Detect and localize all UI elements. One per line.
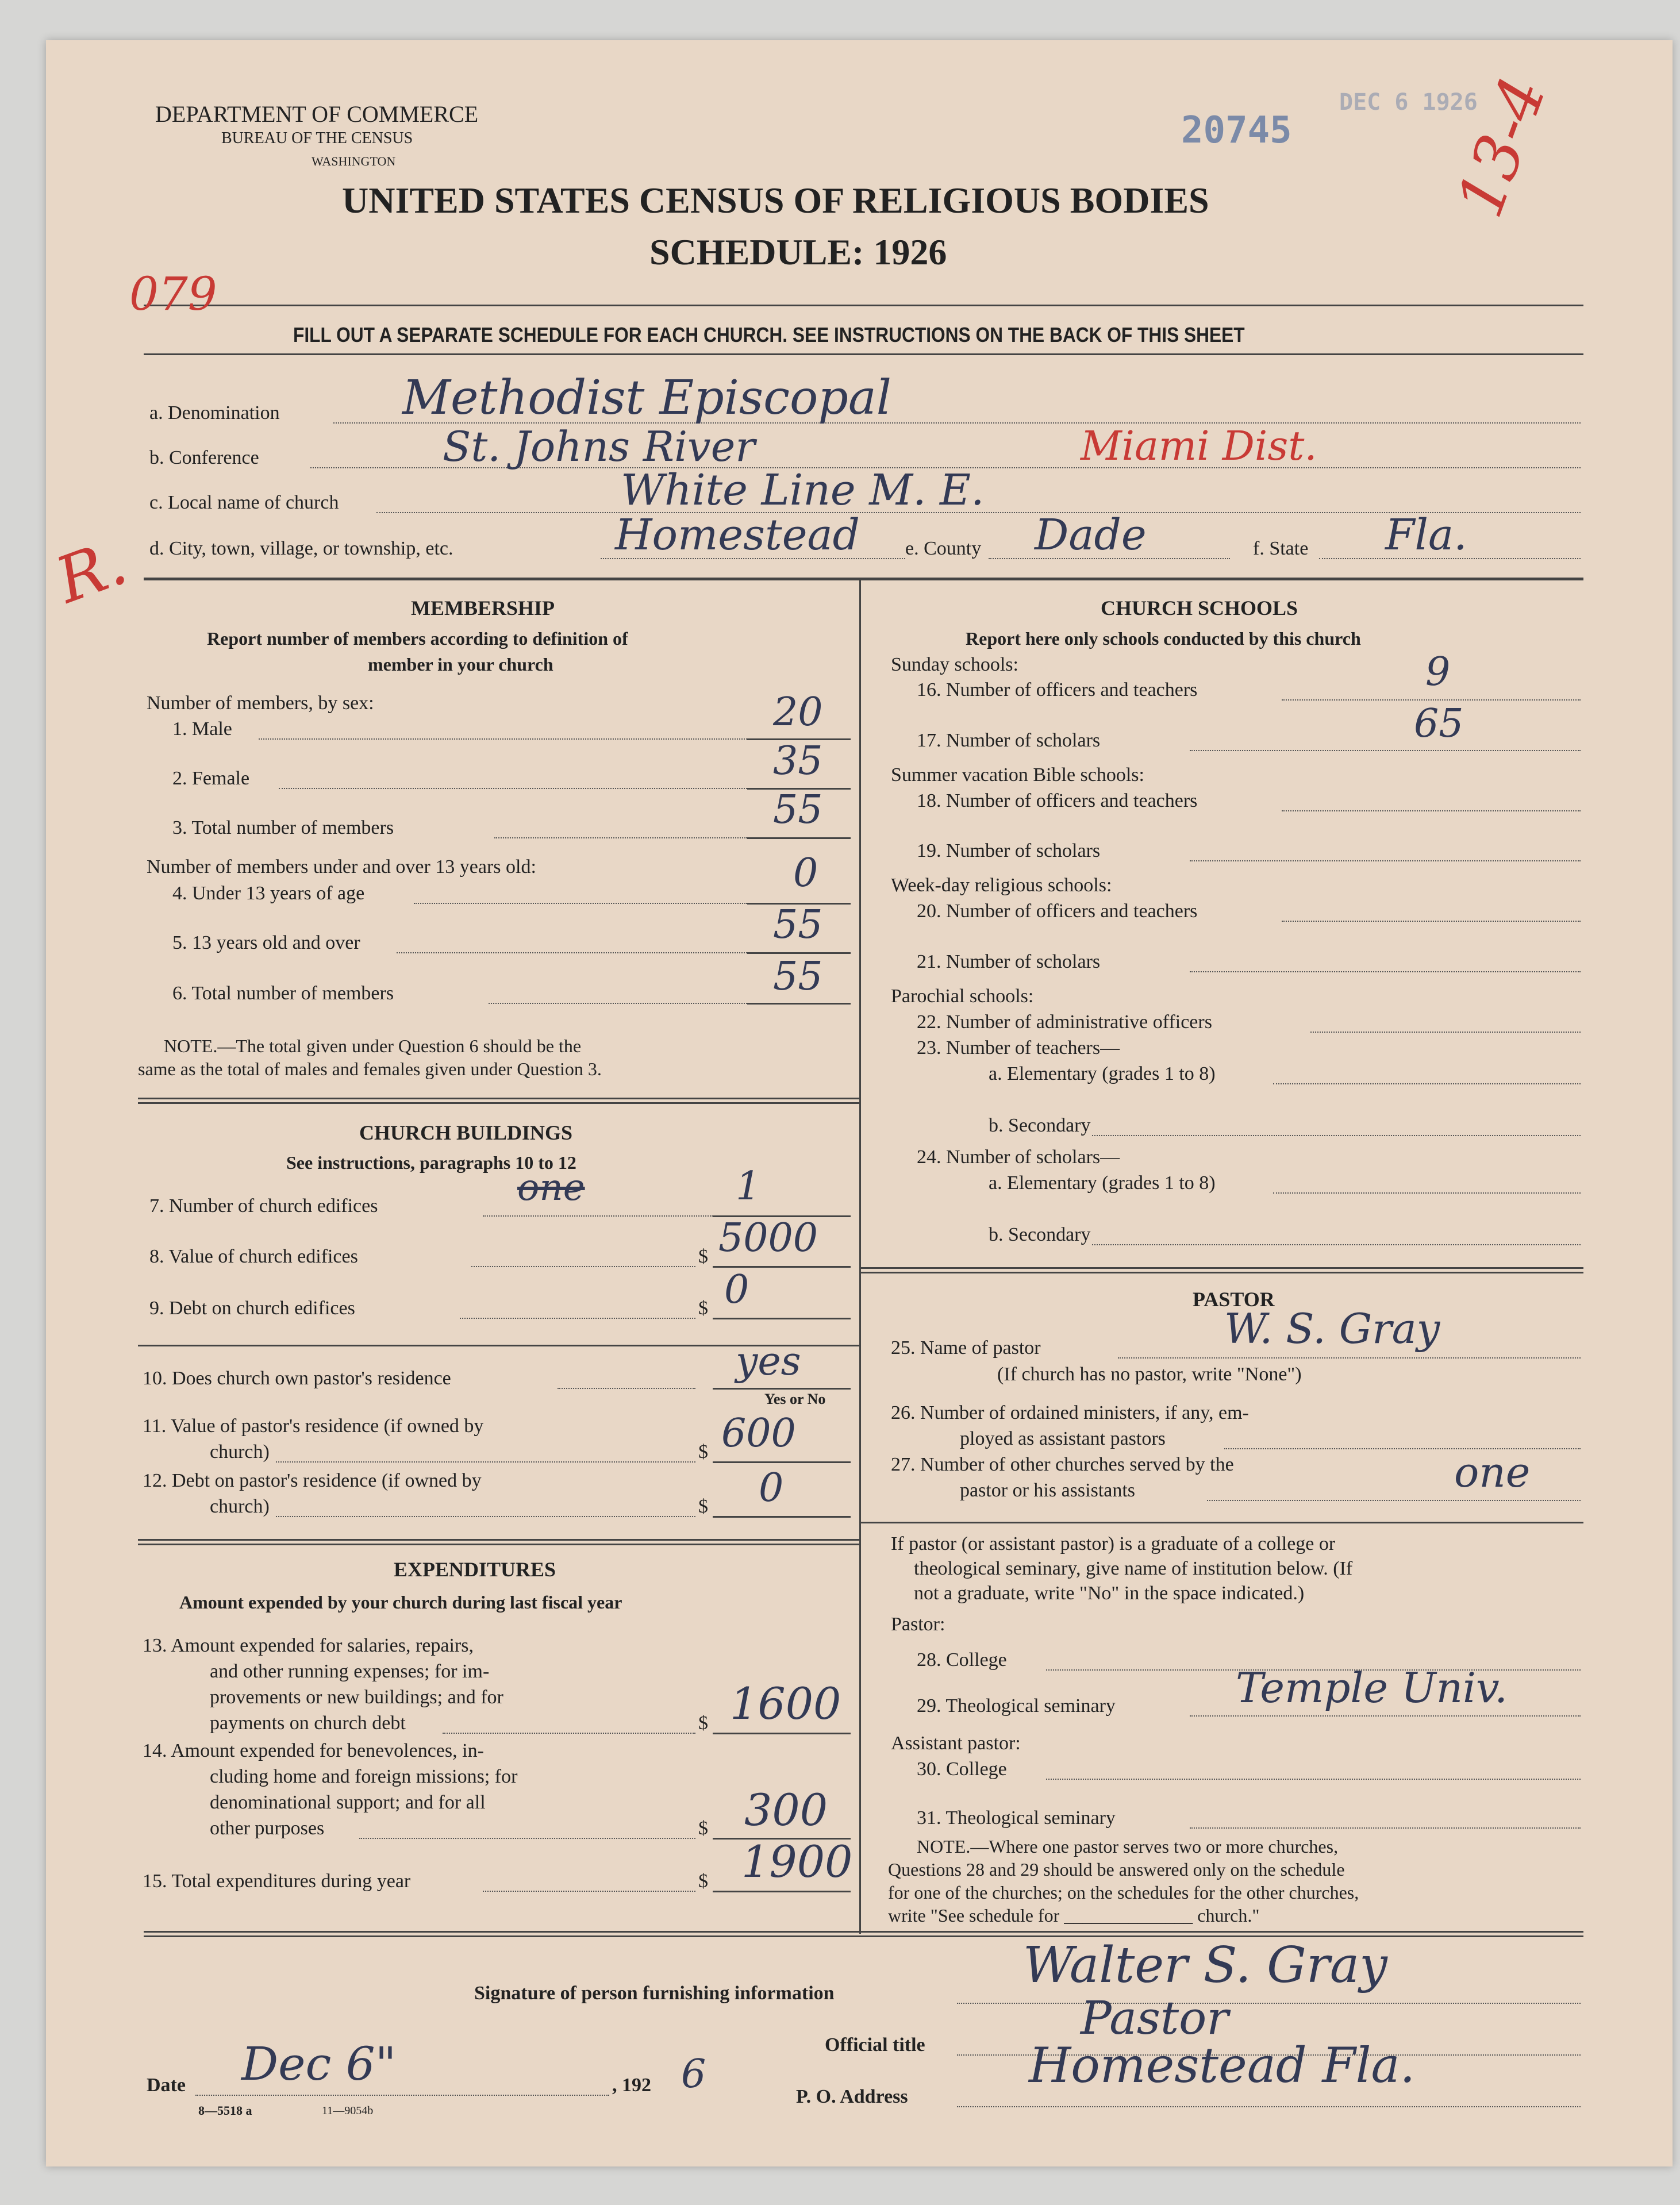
conference-label: b. Conference [149, 447, 259, 468]
female-dots [279, 788, 747, 789]
other-churches-dots [1207, 1500, 1581, 1501]
county-value: Dade [1035, 510, 1147, 560]
benevolences-label-1: 14. Amount expended for benevolences, in- [143, 1740, 484, 1761]
salaries-label-3: provements or new buildings; and for [210, 1687, 503, 1708]
po-address-value: Homestead Fla. [1029, 2037, 1416, 2094]
department-label: DEPARTMENT OF COMMERCE [155, 101, 479, 127]
graduate-intro-1: If pastor (or assistant pastor) is a graduate of a college or [891, 1533, 1336, 1554]
state-value: Fla. [1385, 510, 1467, 560]
benevolences-label-2: cluding home and foreign missions; for [210, 1766, 518, 1787]
salaries-label-1: 13. Amount expended for salaries, repairs, [143, 1635, 474, 1656]
scholars-label: 24. Number of scholars— [917, 1146, 1120, 1168]
summer-officers-label: 18. Number of officers and teachers [917, 790, 1198, 811]
denomination-label: a. Denomination [149, 402, 280, 424]
expenditures-subtitle: Amount expended by your church during last fiscal year [179, 1592, 622, 1613]
edifice-debt-dots [460, 1318, 695, 1319]
total-expenditures-value: 1900 [741, 1836, 853, 1887]
elementary-scholars-dots [1273, 1192, 1581, 1194]
assistant-college-dots [1046, 1779, 1581, 1780]
residence-owned-line [713, 1388, 851, 1390]
pastor-name-value: W. S. Gray [1224, 1304, 1440, 1353]
official-title-label: Official title [825, 2034, 925, 2056]
buildings-rule-2 [138, 1544, 859, 1545]
total-expenditures-dollar: $ [698, 1871, 708, 1892]
secondary-teachers-dots [1092, 1135, 1581, 1136]
census-schedule-sheet [46, 40, 1673, 2166]
pastor-note-2: Questions 28 and 29 should be answered only on the schedule [888, 1859, 1345, 1880]
over-13-value: 55 [773, 902, 823, 948]
over-13-label: 5. 13 years old and over [172, 932, 360, 953]
red-code-mark: 13-4 [1443, 67, 1560, 226]
conference-district-note: Miami Dist. [1081, 422, 1317, 470]
instruction-banner: FILL OUT A SEPARATE SCHEDULE FOR EACH CHURCH. SEE INSTRUCTIONS ON THE BACK OF THIS SHEET [293, 323, 1245, 347]
pastor-note-1: NOTE.—Where one pastor serves two or more churches, [917, 1836, 1339, 1857]
stamp-number: 20745 [1181, 109, 1292, 152]
buildings-rule-1 [138, 1539, 859, 1541]
secondary-scholars-label: b. Secondary [989, 1224, 1091, 1245]
by-sex-label: Number of members, by sex: [147, 692, 374, 714]
pastor-none-hint: (If church has no pastor, write "None") [997, 1364, 1302, 1385]
schools-rule-2 [861, 1272, 1583, 1273]
date-line [195, 2095, 609, 2096]
residence-debt-dots [276, 1516, 695, 1517]
weekday-schools-label: Week-day religious schools: [891, 875, 1112, 896]
summer-scholars-dots [1190, 860, 1581, 861]
pastor-subhead: Pastor: [891, 1614, 945, 1635]
schools-rule-1 [861, 1267, 1583, 1269]
signature-line [957, 2003, 1581, 2004]
edifices-dots [483, 1215, 713, 1217]
residence-value-label-2: church) [210, 1441, 270, 1463]
local-name-value: White Line M. E. [621, 465, 985, 515]
elementary-scholars-label: a. Elementary (grades 1 to 8) [989, 1172, 1216, 1194]
residence-value-amount: 600 [721, 1411, 796, 1456]
benevolences-label-3: denominational support; and for all [210, 1792, 486, 1813]
official-title-value: Pastor [1081, 1991, 1229, 2045]
pastor-college-label: 28. College [917, 1649, 1007, 1671]
weekday-scholars-dots [1190, 971, 1581, 972]
membership-title: MEMBERSHIP [411, 597, 555, 619]
salaries-line [713, 1733, 851, 1734]
residence-value-label-1: 11. Value of pastor's residence (if owned by [143, 1415, 484, 1437]
edifice-debt-dollar: $ [698, 1298, 708, 1319]
form-code-2: 11—9054b [322, 2104, 374, 2117]
edifice-debt-line [713, 1318, 851, 1319]
assistant-seminary-label: 31. Theological seminary [917, 1807, 1116, 1829]
total-members-line [747, 837, 851, 839]
total-age-dots [489, 1003, 747, 1004]
red-r-mark: R. [47, 525, 136, 618]
salaries-dots [443, 1733, 695, 1734]
total-age-label: 6. Total number of members [172, 983, 394, 1004]
edifice-value-label: 8. Value of church edifices [149, 1246, 358, 1267]
graduate-intro-2: theological seminary, give name of institution below. (If [914, 1558, 1353, 1579]
signature-value: Walter S. Gray [1023, 1937, 1387, 1994]
assistant-subhead: Assistant pastor: [891, 1733, 1021, 1754]
admin-officers-dots [1310, 1032, 1581, 1033]
weekday-scholars-label: 21. Number of scholars [917, 951, 1101, 972]
other-churches-label-2: pastor or his assistants [960, 1480, 1136, 1501]
sunday-officers-value: 9 [1425, 649, 1451, 695]
membership-rule-2 [138, 1102, 859, 1104]
membership-note-1: NOTE.—The total given under Question 6 should be the [164, 1036, 582, 1056]
over-13-dots [397, 952, 747, 953]
ordained-label-1: 26. Number of ordained ministers, if any, em- [891, 1402, 1249, 1423]
benevolences-label-4: other purposes [210, 1818, 325, 1839]
total-members-value: 55 [773, 787, 823, 833]
female-value: 35 [773, 738, 823, 784]
sunday-schools-label: Sunday schools: [891, 654, 1018, 675]
edifices-label: 7. Number of church edifices [149, 1195, 378, 1217]
ordained-label-2: ployed as assistant pastors [960, 1428, 1166, 1449]
admin-officers-label: 22. Number of administrative officers [917, 1011, 1212, 1033]
county-label: e. County [905, 538, 982, 559]
schools-title: CHURCH SCHOOLS [1101, 597, 1298, 619]
header-rule [144, 305, 1583, 306]
signature-label: Signature of person furnishing information [474, 1983, 835, 2004]
conference-value: St. Johns River [443, 422, 755, 471]
sunday-scholars-label: 17. Number of scholars [917, 730, 1101, 751]
other-churches-value: one [1454, 1448, 1531, 1496]
year-value: 6 [681, 2052, 706, 2097]
residence-debt-label-1: 12. Debt on pastor's residence (if owned by [143, 1470, 482, 1491]
po-address-line [957, 2106, 1581, 2107]
elementary-teachers-label: a. Elementary (grades 1 to 8) [989, 1063, 1216, 1084]
edifice-value-dollar: $ [698, 1246, 708, 1267]
denomination-value: Methodist Episcopal [402, 371, 891, 425]
residence-debt-label-2: church) [210, 1496, 270, 1517]
total-members-dots [494, 837, 747, 838]
female-label: 2. Female [172, 768, 250, 789]
edifices-value: 1 [736, 1164, 761, 1209]
yes-or-no-hint: Yes or No [764, 1391, 826, 1407]
residence-value-dots [276, 1461, 695, 1463]
sunday-scholars-value: 65 [1414, 701, 1464, 746]
salaries-label-2: and other running expenses; for im- [210, 1661, 490, 1682]
po-address-label: P. O. Address [796, 2086, 908, 2107]
residence-owned-value: yes [736, 1339, 801, 1384]
male-label: 1. Male [172, 718, 232, 740]
summer-scholars-label: 19. Number of scholars [917, 840, 1101, 861]
expenditures-title: EXPENDITURES [394, 1558, 556, 1581]
total-expenditures-dots [483, 1891, 695, 1892]
date-value: Dec 6" [241, 2037, 397, 2091]
date-label: Date [147, 2075, 186, 2096]
pastor-name-dots [1118, 1357, 1581, 1359]
year-label: , 192 [612, 2075, 651, 2096]
benevolences-dots [359, 1838, 695, 1839]
pastor-seminary-value: Temple Univ. [1236, 1664, 1508, 1712]
weekday-officers-label: 20. Number of officers and teachers [917, 901, 1198, 922]
edifice-debt-value: 0 [724, 1267, 749, 1313]
buildings-title: CHURCH BUILDINGS [359, 1121, 573, 1144]
membership-subtitle-2: member in your church [368, 654, 553, 675]
secondary-teachers-label: b. Secondary [989, 1115, 1091, 1136]
weekday-officers-dots [1282, 921, 1581, 922]
schools-subtitle: Report here only schools conducted by this church [966, 628, 1361, 649]
teachers-label: 23. Number of teachers— [917, 1037, 1120, 1059]
total-expenditures-line [713, 1891, 851, 1892]
summer-officers-dots [1282, 810, 1581, 811]
edifice-value-amount: 5000 [718, 1215, 818, 1261]
membership-subtitle-1: Report number of members according to definition of [207, 628, 628, 649]
pastor-note-4: write "See schedule for ______________ church." [888, 1905, 1260, 1926]
bureau-label: BUREAU OF THE CENSUS [221, 129, 413, 147]
under-13-value: 0 [793, 851, 818, 896]
residence-debt-value: 0 [759, 1465, 784, 1511]
under-13-dots [414, 903, 747, 904]
footer-rule-1 [144, 1931, 1583, 1933]
pastor-seminary-dots [1190, 1715, 1581, 1717]
elementary-teachers-dots [1273, 1083, 1581, 1084]
buildings-subtitle: See instructions, paragraphs 10 to 12 [286, 1152, 576, 1173]
summer-schools-label: Summer vacation Bible schools: [891, 764, 1144, 786]
male-value: 20 [773, 690, 823, 735]
residence-value-dollar: $ [698, 1441, 708, 1463]
assistant-seminary-dots [1190, 1827, 1581, 1829]
identity-bottom-rule [144, 578, 1583, 580]
banner-rule [144, 353, 1583, 355]
stamp-date: DEC 6 1926 [1339, 89, 1478, 116]
salaries-dollar: $ [698, 1713, 708, 1734]
salaries-label-4: payments on church debt [210, 1713, 406, 1734]
residence-owned-label: 10. Does church own pastor's residence [143, 1368, 451, 1389]
residence-debt-line [713, 1516, 851, 1518]
city-value: Homestead [615, 510, 860, 560]
total-age-value: 55 [773, 954, 823, 999]
column-divider [859, 578, 861, 1934]
state-label: f. State [1253, 538, 1309, 559]
total-expenditures-label: 15. Total expenditures during year [143, 1871, 411, 1892]
benevolences-value: 300 [744, 1784, 828, 1835]
residence-value-line [713, 1461, 851, 1463]
washington-label: WASHINGTON [312, 154, 396, 168]
under-13-label: 4. Under 13 years of age [172, 883, 365, 904]
total-age-line [747, 1003, 851, 1005]
sunday-officers-label: 16. Number of officers and teachers [917, 679, 1198, 701]
residence-debt-dollar: $ [698, 1496, 708, 1517]
other-churches-label-1: 27. Number of other churches served by the [891, 1454, 1234, 1475]
benevolences-dollar: $ [698, 1818, 708, 1839]
membership-note-2: same as the total of males and females given under Question 3. [138, 1059, 602, 1079]
residence-owned-dots [558, 1388, 695, 1389]
pastor-mid-rule [861, 1522, 1583, 1523]
form-title: UNITED STATES CENSUS OF RELIGIOUS BODIES [342, 180, 1209, 221]
pastor-title: PASTOR [1193, 1288, 1275, 1311]
sunday-officers-dots [1282, 699, 1581, 701]
pastor-note-3: for one of the churches; on the schedules for the other churches, [888, 1882, 1359, 1903]
sunday-scholars-dots [1190, 750, 1581, 751]
salaries-value: 1600 [730, 1678, 841, 1729]
local-name-label: c. Local name of church [149, 492, 339, 513]
secondary-scholars-dots [1092, 1244, 1581, 1245]
pastor-name-label: 25. Name of pastor [891, 1337, 1041, 1359]
total-members-label: 3. Total number of members [172, 817, 394, 838]
graduate-intro-3: not a graduate, write "No" in the space indicated.) [914, 1583, 1305, 1604]
male-dots [259, 738, 747, 740]
city-label: d. City, town, village, or township, etc. [149, 538, 453, 559]
form-code-1: 8—5518 a [198, 2103, 252, 2118]
edifices-struck-value: one [517, 1167, 585, 1209]
membership-rule-1 [138, 1098, 859, 1099]
pastor-seminary-label: 29. Theological seminary [917, 1695, 1116, 1717]
red-reference-number: 079 [129, 267, 217, 321]
edifice-debt-label: 9. Debt on church edifices [149, 1298, 355, 1319]
assistant-college-label: 30. College [917, 1758, 1007, 1780]
schedule-title: SCHEDULE: 1926 [649, 232, 947, 272]
edifice-value-dots [471, 1266, 695, 1267]
age-intro-label: Number of members under and over 13 years old: [147, 856, 536, 878]
parochial-schools-label: Parochial schools: [891, 986, 1034, 1007]
